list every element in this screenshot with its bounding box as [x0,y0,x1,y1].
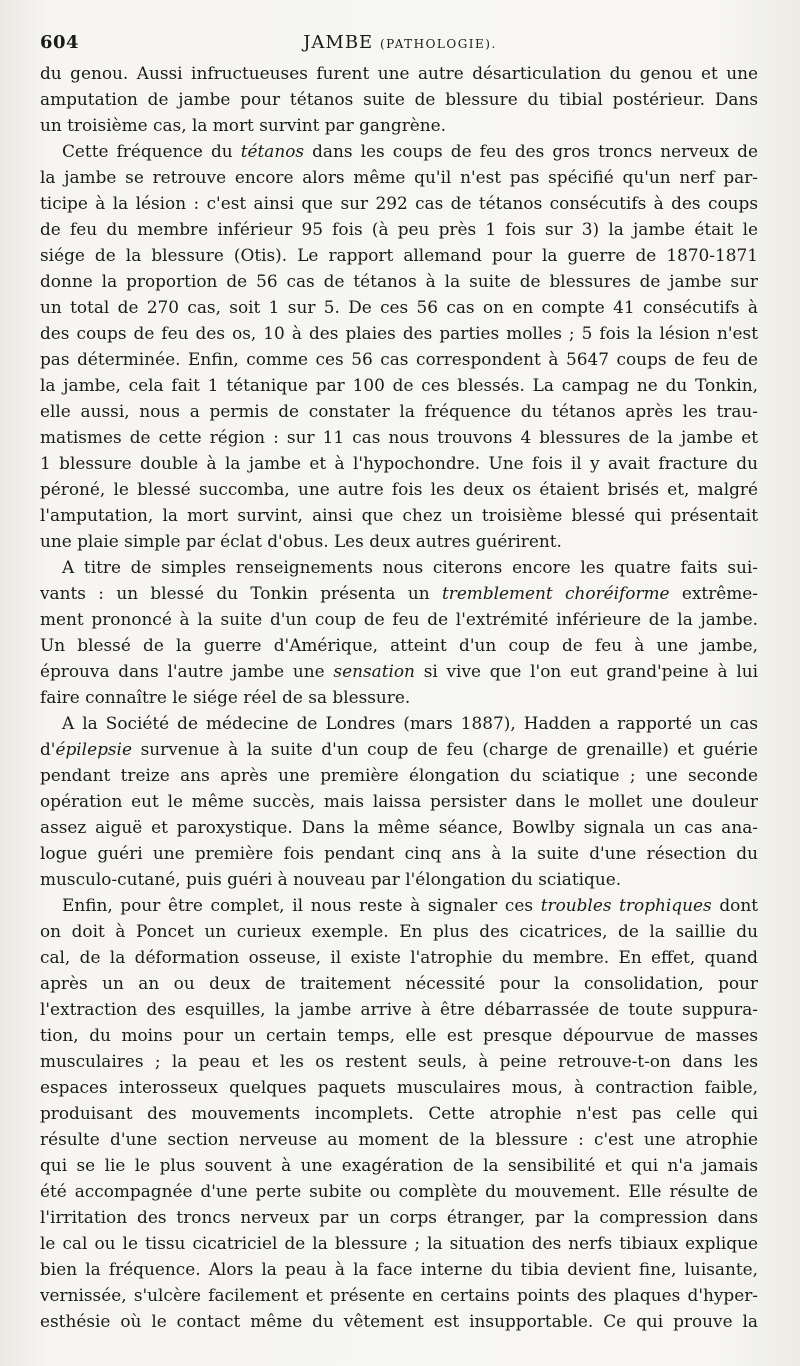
italic-term: sensation [333,661,415,681]
italic-term: épilepsie [55,739,132,759]
text-line: vants : un blessé du Tonkin présenta un tremblement choréiforme extrême- [40,583,758,603]
text-line: vernissée, s'ulcère facilement et présente en certains points des plaques d'hyper- [40,1285,758,1305]
body-text [40,60,758,1334]
text-line: été accompagnée d'une perte subite ou complète du mouvement. Elle résulte de [40,1181,758,1201]
text-line: ticipe à la lésion : c'est ainsi que sur 292 cas de tétanos consécutifs à des coups [40,193,758,213]
italic-term: tremblement choréiforme [441,583,670,603]
text-line: A titre de simples renseignements nous citerons encore les quatre faits sui- [62,557,758,577]
text-line: faire connaître le siége réel de sa blessure. [40,687,411,707]
text-line: de feu du membre inférieur 95 fois (à peu près 1 fois sur 3) la jambe était le [40,219,758,239]
text-line: assez aiguë et paroxystique. Dans la même séance, Bowlby signala un cas ana- [40,817,758,837]
text-line: des coups de feu des os, 10 à des plaies des parties molles ; 5 fois la lésion n'est [40,323,758,343]
page-number: 604 [40,32,80,53]
italic-term: tétanos [240,141,305,161]
text-line: musculaires ; la peau et les os restent seuls, à peine retrouve-t-on dans les [40,1051,758,1071]
text-line: amputation de jambe pour tétanos suite de blessure du tibial postérieur. Dans [40,89,758,109]
text-line: logue guéri une première fois pendant cinq ans à la suite d'une résection du [40,843,758,863]
text-line: tion, du moins pour un certain temps, elle est presque dépourvue de masses [40,1025,758,1045]
text-line: qui se lie le plus souvent à une exagération de la sensibilité et qui n'a jamais [40,1155,758,1175]
text-line: éprouva dans l'autre jambe une sensation si vive que l'on eut grand'peine à lui [40,661,758,681]
text-line: produisant des mouvements incomplets. Cette atrophie n'est pas celle qui [40,1103,758,1123]
text-line: après un an ou deux de traitement nécessité pour la consolidation, pour [40,973,758,993]
text-line: 1 blessure double à la jambe et à l'hypochondre. Une fois il y avait fracture du [40,453,758,473]
text-line: le cal ou le tissu cicatriciel de la blessure ; la situation des nerfs tibiaux explique [40,1233,758,1253]
text-line: péroné, le blessé succomba, une autre fois les deux os étaient brisés et, malgré [40,479,758,499]
text-line: la jambe se retrouve encore alors même qu'il n'est pas spécifié qu'un nerf par- [40,167,758,187]
running-title-sub: (PATHOLOGIE). [379,37,497,51]
text-line: un total de 270 cas, soit 1 sur 5. De ces 56 cas on en compte 41 consécutifs à [40,297,758,317]
text-line: du genou. Aussi infructueuses furent une autre désarticulation du genou et une [40,63,758,83]
text-line: espaces interosseux quelques paquets musculaires mous, à contraction faible, [40,1077,758,1097]
text-line: esthésie où le contact même du vêtement est insupportable. Ce qui prouve la [40,1311,758,1331]
text-line: siége de la blessure (Otis). Le rapport allemand pour la guerre de 1870-1871 [40,245,758,265]
text-line: une plaie simple par éclat d'obus. Les deux autres guérirent. [40,531,562,551]
text-line: Un blessé de la guerre d'Amérique, atteint d'un coup de feu à une jambe, [40,635,758,655]
text-line: pendant treize ans après une première élongation du sciatique ; une seconde [40,765,758,785]
text-line: l'amputation, la mort survint, ainsi que chez un troisième blessé qui présentait [40,505,758,525]
text-line: elle aussi, nous a permis de constater la fréquence du tétanos après les trau- [40,401,758,421]
text-line: opération eut le même succès, mais laissa persister dans le mollet une douleur [40,791,758,811]
text-line: la jambe, cela fait 1 tétanique par 100 de ces blessés. La campag ne du Tonkin, [40,375,758,395]
text-line: Cette fréquence du tétanos dans les coups de feu des gros troncs nerveux de [62,141,758,161]
italic-term: troubles trophiques [540,895,712,915]
text-line: donne la proportion de 56 cas de tétanos à la suite de blessures de jambe sur [40,271,758,291]
text-line: l'extraction des esquilles, la jambe arrive à être débarrassée de toute suppura- [40,999,758,1019]
running-title-main: JAMBE [303,32,374,53]
text-line: un troisième cas, la mort survint par gangrène. [40,115,447,135]
text-line: bien la fréquence. Alors la peau à la face interne du tibia devient fine, luisante, [40,1259,758,1279]
text-line: A la Société de médecine de Londres (mars 1887), Hadden a rapporté un cas [62,713,758,733]
text-line: l'irritation des troncs nerveux par un corps étranger, par la compression dans [40,1207,758,1227]
text-line: ment prononcé à la suite d'un coup de feu de l'extrémité inférieure de la jambe. [40,609,758,629]
text-line: on doit à Poncet un curieux exemple. En plus des cicatrices, de la saillie du [40,921,758,941]
text-line: d'épilepsie survenue à la suite d'un coup de feu (charge de grenaille) et guérie [40,739,758,759]
text-line: résulte d'une section nerveuse au moment de la blessure : c'est une atrophie [40,1129,758,1149]
text-line: Enfin, pour être complet, il nous reste à signaler ces troubles trophiques dont [62,895,758,915]
text-line: matismes de cette région : sur 11 cas nous trouvons 4 blessures de la jambe et [40,427,758,447]
text-line: cal, de la déformation osseuse, il existe l'atrophie du membre. En effet, quand [40,947,758,967]
text-line: musculo-cutané, puis guéri à nouveau par l'élongation du sciatique. [40,869,622,889]
running-title [40,32,760,53]
running-header [40,32,760,58]
text-line: pas déterminée. Enfin, comme ces 56 cas correspondent à 5647 coups de feu de [40,349,758,369]
